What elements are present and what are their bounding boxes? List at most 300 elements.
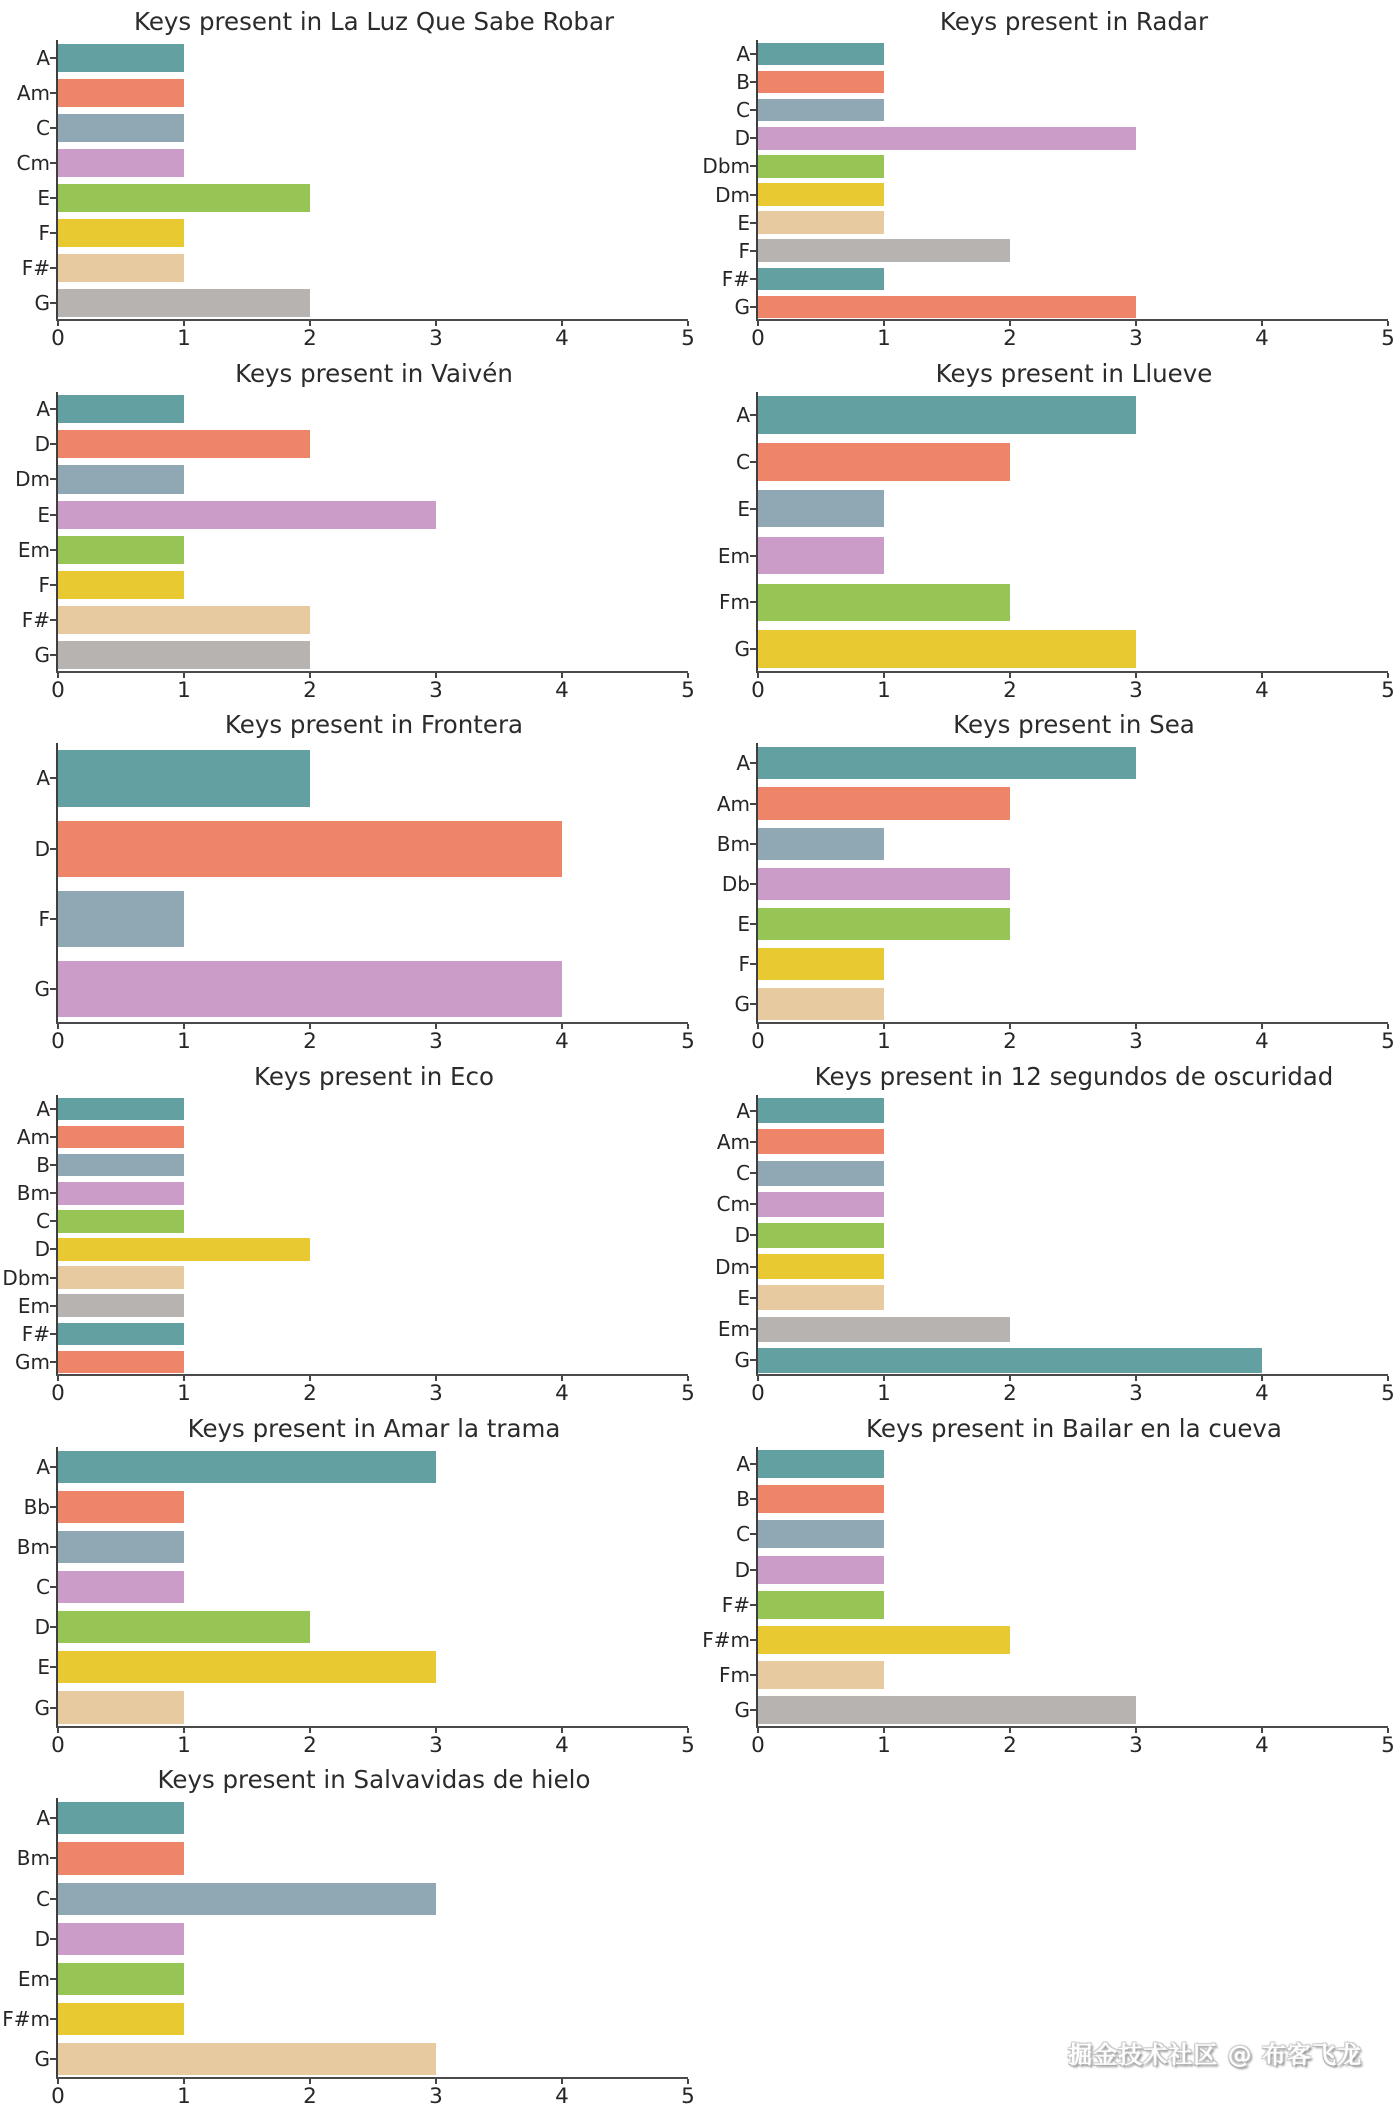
bar-slot <box>756 438 1388 485</box>
y-tick-label: G <box>34 1695 50 1720</box>
bar-row <box>700 68 1388 96</box>
bar <box>758 908 1010 940</box>
bar <box>58 1923 184 1955</box>
x-tick-label: 2 <box>1003 677 1017 703</box>
bar-row <box>0 1151 688 1179</box>
y-tick-label: A <box>736 403 750 428</box>
bar-slot <box>56 1687 688 1727</box>
bar <box>58 571 184 599</box>
y-tick-label: G <box>34 2047 50 2072</box>
bar <box>758 1161 884 1186</box>
y-tick-label: Fm <box>719 590 750 615</box>
bar-row <box>0 392 688 427</box>
bar-chart <box>0 1055 700 1407</box>
bar <box>758 1223 884 1248</box>
bar-row <box>0 1487 688 1527</box>
bar <box>58 2003 184 2035</box>
bar-slot <box>756 1126 1388 1157</box>
bar <box>758 1661 884 1689</box>
x-tick-label: 1 <box>877 1732 891 1758</box>
y-tick-label: Em <box>17 1966 50 1991</box>
bar-row <box>700 152 1388 180</box>
bar-slot <box>56 884 688 954</box>
y-tick-label: C <box>36 1575 50 1600</box>
x-axis <box>51 673 695 703</box>
bar <box>58 219 184 247</box>
bar-slot <box>756 1482 1388 1517</box>
bar-row <box>700 783 1388 823</box>
bar-chart <box>700 1407 1400 1759</box>
x-tick-label: 3 <box>429 1732 443 1758</box>
bar-row <box>0 1959 688 1999</box>
bar-row <box>0 1095 688 1123</box>
bar-row <box>0 638 688 673</box>
bar <box>58 1154 184 1176</box>
x-tick-label: 2 <box>1003 1732 1017 1758</box>
y-tick-label: C <box>36 1886 50 1911</box>
bar-row <box>700 1282 1388 1313</box>
y-tick-label: G <box>734 637 750 662</box>
bar-slot <box>56 1527 688 1567</box>
x-axis <box>51 1024 695 1055</box>
bar-slot <box>56 602 688 637</box>
bar-row <box>0 1264 688 1292</box>
y-tick-label: A <box>736 751 750 776</box>
y-tick-label: C <box>736 98 750 123</box>
x-tick-label: 2 <box>1003 1380 1017 1406</box>
bar <box>58 536 184 564</box>
bar-slot <box>756 783 1388 823</box>
y-tick-label: Dm <box>15 467 50 492</box>
y-tick-label: Bm <box>16 1846 50 1871</box>
y-tick-label: C <box>736 449 750 474</box>
bar <box>58 1126 184 1148</box>
y-tick-label: C <box>36 115 50 140</box>
y-tick-label: Am <box>16 1125 50 1150</box>
x-tick-label: 0 <box>51 1732 65 1758</box>
y-tick-label: G <box>34 291 50 316</box>
bar <box>58 289 310 317</box>
bar <box>758 828 884 860</box>
bar-slot <box>756 824 1388 864</box>
y-tick-label: D <box>734 1223 750 1248</box>
bar-row <box>0 1607 688 1647</box>
bar <box>758 1285 884 1310</box>
bar <box>58 1531 184 1563</box>
y-tick-label: G <box>34 643 50 668</box>
bar <box>58 891 184 947</box>
bar-slot <box>56 497 688 532</box>
bar <box>758 490 884 527</box>
bar <box>58 501 436 529</box>
bar-slot <box>756 1251 1388 1282</box>
x-tick-label: 0 <box>51 1029 65 1055</box>
y-tick-label: D <box>34 432 50 457</box>
y-tick-label: A <box>36 45 50 70</box>
bar <box>758 268 884 290</box>
bar-slot <box>56 954 688 1024</box>
bar-slot <box>756 1282 1388 1313</box>
x-tick-label: 3 <box>429 1380 443 1406</box>
bar-row <box>0 216 688 251</box>
x-tick-label: 4 <box>1255 1732 1269 1758</box>
bar-row <box>700 1314 1388 1345</box>
bar-row <box>0 1999 688 2039</box>
y-tick-label: D <box>734 1557 750 1582</box>
bar-slot <box>56 1447 688 1487</box>
y-tick-label: E <box>737 1285 750 1310</box>
y-tick-label: Fm <box>719 1662 750 1687</box>
bar-row <box>700 864 1388 904</box>
bar-slot <box>756 532 1388 579</box>
y-tick-label: Cm <box>716 1192 750 1217</box>
bar <box>758 988 884 1020</box>
bar <box>58 79 184 107</box>
plot-area <box>0 1447 688 1728</box>
bar-row <box>0 1838 688 1878</box>
x-tick-label: 1 <box>177 1732 191 1758</box>
bar-row <box>700 824 1388 864</box>
x-tick-label: 5 <box>681 1380 695 1406</box>
y-tick-label: F# <box>21 256 50 281</box>
x-tick-label: 2 <box>303 1029 317 1055</box>
y-tick-label: Dbm <box>702 154 750 179</box>
x-tick-label: 5 <box>681 326 695 351</box>
x-axis <box>51 1728 695 1758</box>
x-tick-label: 5 <box>681 1732 695 1758</box>
bar-slot <box>756 40 1388 68</box>
bar-row <box>0 1207 688 1235</box>
bar-row <box>700 1622 1388 1657</box>
x-tick-label: 2 <box>1003 1029 1017 1055</box>
bar-slot <box>56 145 688 180</box>
bar <box>58 1294 184 1316</box>
bar-slot <box>756 152 1388 180</box>
bar-slot <box>56 814 688 884</box>
plot-area <box>0 1095 688 1376</box>
x-tick-label: 5 <box>681 2084 695 2110</box>
bar <box>758 296 1136 318</box>
bar-row <box>0 427 688 462</box>
bar-row <box>0 884 688 954</box>
bar-slot <box>756 1552 1388 1587</box>
y-tick-label: B <box>736 1487 750 1512</box>
y-tick-label: Bm <box>16 1534 50 1559</box>
x-tick-label: 0 <box>751 326 765 351</box>
bar <box>758 1696 1136 1724</box>
bar-row <box>0 462 688 497</box>
bar-slot <box>756 68 1388 96</box>
bar-slot <box>756 293 1388 321</box>
y-tick-label: D <box>34 836 50 861</box>
bar-slot <box>56 110 688 145</box>
x-tick-label: 3 <box>429 326 443 351</box>
bar <box>58 1963 184 1995</box>
y-tick-label: A <box>36 397 50 422</box>
y-tick-label: B <box>36 1153 50 1178</box>
bar-slot <box>756 944 1388 984</box>
x-tick-label: 1 <box>177 2084 191 2110</box>
bar <box>58 821 562 877</box>
y-tick-label: Dm <box>715 1254 750 1279</box>
bar <box>58 1491 184 1523</box>
y-tick-label: C <box>736 1522 750 1547</box>
bar-row <box>700 180 1388 208</box>
x-tick-label: 0 <box>51 1380 65 1406</box>
x-tick-label: 1 <box>877 1029 891 1055</box>
y-tick-label: Em <box>717 1317 750 1342</box>
bar <box>58 2043 436 2075</box>
bar <box>58 641 310 669</box>
x-tick-label: 3 <box>429 677 443 703</box>
bar <box>58 149 184 177</box>
y-tick-label: A <box>736 1098 750 1123</box>
bar-slot <box>56 567 688 602</box>
y-tick-label: G <box>734 294 750 319</box>
bar-slot <box>56 1838 688 1878</box>
bar-row <box>0 1687 688 1727</box>
y-tick-label: F# <box>21 607 50 632</box>
bar-row <box>0 532 688 567</box>
y-tick-label: A <box>36 1097 50 1122</box>
bar-slot <box>756 1693 1388 1728</box>
y-tick-label: G <box>734 1348 750 1373</box>
y-tick-label: C <box>36 1209 50 1234</box>
y-tick-label: F#m <box>2 2007 50 2032</box>
bar-row <box>700 1157 1388 1188</box>
chart-title: Keys present in 12 segundos de oscuridad <box>814 1061 1334 1091</box>
bar <box>58 1098 184 1120</box>
bar-row <box>0 497 688 532</box>
bar-slot <box>56 1487 688 1527</box>
bar-row <box>700 1251 1388 1282</box>
y-tick-label: Em <box>17 537 50 562</box>
y-tick-label: F# <box>721 1592 750 1617</box>
bar <box>758 239 1010 261</box>
bar <box>758 1192 884 1217</box>
bar-row <box>0 1798 688 1838</box>
x-tick-label: 3 <box>1129 1380 1143 1406</box>
bar-row <box>700 1220 1388 1251</box>
bar-row <box>0 1879 688 1919</box>
x-tick-label: 5 <box>1381 677 1395 703</box>
y-tick-label: E <box>737 210 750 235</box>
bar <box>758 43 884 65</box>
bar-row <box>700 40 1388 68</box>
x-tick-label: 2 <box>303 677 317 703</box>
y-tick-label: A <box>36 766 50 791</box>
plot-area <box>0 392 688 673</box>
chart-title: Keys present in Eco <box>254 1061 494 1091</box>
x-tick-label: 0 <box>751 1732 765 1758</box>
bar-chart <box>0 1758 700 2110</box>
bar-row <box>700 96 1388 124</box>
bar-chart <box>700 352 1400 704</box>
y-tick-label: E <box>737 911 750 936</box>
chart-title: Keys present in Salvavidas de hielo <box>157 1765 591 1795</box>
bar <box>58 184 310 212</box>
bar-row <box>700 265 1388 293</box>
bar-row <box>0 602 688 637</box>
x-tick-label: 5 <box>681 677 695 703</box>
bar <box>58 1182 184 1204</box>
y-tick-label: B <box>736 70 750 95</box>
x-axis <box>751 1024 1395 1055</box>
x-tick-label: 5 <box>1381 1732 1395 1758</box>
bar-slot <box>56 532 688 567</box>
bar <box>758 537 884 574</box>
bar-slot <box>56 1879 688 1919</box>
chart-title: Keys present in La Luz Que Sabe Robar <box>133 7 615 36</box>
plot-area <box>700 392 1388 673</box>
bar <box>58 1842 184 1874</box>
x-tick-label: 0 <box>51 2084 65 2110</box>
bar-row <box>700 1095 1388 1126</box>
bar-chart <box>700 1055 1400 1407</box>
bar <box>58 1802 184 1834</box>
x-tick-label: 4 <box>555 1380 569 1406</box>
y-tick-label: Am <box>716 1129 750 1154</box>
bar-row <box>700 626 1388 673</box>
bar-slot <box>56 40 688 75</box>
bar-slot <box>756 864 1388 904</box>
y-tick-label: Em <box>17 1293 50 1318</box>
bar <box>758 1348 1262 1373</box>
chart-title: Keys present in Bailar en la cueva <box>866 1413 1282 1443</box>
y-tick-label: E <box>37 1655 50 1680</box>
bar <box>758 396 1136 433</box>
bar-chart <box>0 703 700 1055</box>
y-tick-label: F <box>738 238 750 263</box>
bar-slot <box>56 638 688 673</box>
bar-slot <box>756 209 1388 237</box>
bar-slot <box>56 1348 688 1376</box>
bar-chart <box>0 0 700 352</box>
bar-row <box>0 75 688 110</box>
bar-row <box>0 1320 688 1348</box>
bar <box>758 1254 884 1279</box>
bar <box>758 1556 884 1584</box>
bar-row <box>700 1693 1388 1728</box>
bar <box>758 868 1010 900</box>
bar-slot <box>756 1220 1388 1251</box>
bar-row <box>700 904 1388 944</box>
x-tick-label: 1 <box>877 326 891 351</box>
bar-slot <box>756 1657 1388 1692</box>
x-tick-label: 1 <box>877 1380 891 1406</box>
bar-row <box>0 567 688 602</box>
bar-slot <box>756 1622 1388 1657</box>
bar-row <box>0 1179 688 1207</box>
bar-slot <box>756 180 1388 208</box>
bar-slot <box>56 216 688 251</box>
x-axis <box>51 2079 695 2110</box>
y-tick-label: Am <box>16 80 50 105</box>
bar-row <box>700 944 1388 984</box>
bar-row <box>0 814 688 884</box>
bar <box>758 183 884 205</box>
x-tick-label: 4 <box>1255 326 1269 351</box>
x-tick-label: 0 <box>751 1380 765 1406</box>
x-tick-label: 3 <box>429 1029 443 1055</box>
x-tick-label: 3 <box>429 2084 443 2110</box>
bar-row <box>0 110 688 145</box>
bar-slot <box>756 1517 1388 1552</box>
bar <box>58 1611 310 1643</box>
y-tick-label: E <box>37 186 50 211</box>
bar-slot <box>756 743 1388 783</box>
bar <box>758 127 1136 149</box>
bar-row <box>700 1345 1388 1376</box>
bar-slot <box>756 626 1388 673</box>
bar <box>758 1591 884 1619</box>
bar-row <box>0 40 688 75</box>
chart-title: Keys present in Radar <box>939 7 1209 36</box>
x-tick-label: 0 <box>51 677 65 703</box>
y-tick-label: F <box>38 572 50 597</box>
bar-row <box>700 1552 1388 1587</box>
bar <box>58 1210 184 1232</box>
x-tick-label: 4 <box>555 1029 569 1055</box>
y-tick-label: F# <box>21 1321 50 1346</box>
bar-slot <box>56 1123 688 1151</box>
bar-slot <box>56 1264 688 1292</box>
bar <box>58 1451 436 1483</box>
bar-row <box>700 237 1388 265</box>
bar-slot <box>56 462 688 497</box>
bar-row <box>700 1517 1388 1552</box>
bar <box>758 1317 1010 1342</box>
bar-slot <box>756 1587 1388 1622</box>
bar-slot <box>756 96 1388 124</box>
y-tick-label: Bm <box>16 1181 50 1206</box>
chart-title: Keys present in Frontera <box>224 710 524 740</box>
bar-slot <box>56 1567 688 1607</box>
bar-slot <box>56 1235 688 1263</box>
y-tick-label: F <box>738 952 750 977</box>
bar-slot <box>756 984 1388 1024</box>
bar-row <box>0 1567 688 1607</box>
bar-row <box>0 145 688 180</box>
bar <box>58 1571 184 1603</box>
x-axis <box>51 1376 695 1406</box>
bar-slot <box>756 1447 1388 1482</box>
bar-slot <box>756 1157 1388 1188</box>
bar <box>58 430 310 458</box>
x-tick-label: 4 <box>555 2084 569 2110</box>
x-tick-label: 5 <box>1381 1380 1395 1406</box>
x-tick-label: 3 <box>1129 1732 1143 1758</box>
y-tick-label: D <box>734 126 750 151</box>
bar-row <box>0 251 688 286</box>
bar-row <box>0 1919 688 1959</box>
y-tick-label: A <box>36 1454 50 1479</box>
y-tick-label: Cm <box>16 150 50 175</box>
x-tick-label: 2 <box>303 1732 317 1758</box>
bar <box>58 606 310 634</box>
bar-row <box>0 1123 688 1151</box>
bar-row <box>700 1657 1388 1692</box>
y-tick-label: A <box>736 42 750 67</box>
bar-slot <box>56 2039 688 2079</box>
plot-area <box>700 743 1388 1024</box>
bar <box>758 1450 884 1478</box>
bar <box>58 254 184 282</box>
bar <box>758 155 884 177</box>
bar-slot <box>756 124 1388 152</box>
x-tick-label: 2 <box>303 1380 317 1406</box>
bar-row <box>0 1447 688 1487</box>
